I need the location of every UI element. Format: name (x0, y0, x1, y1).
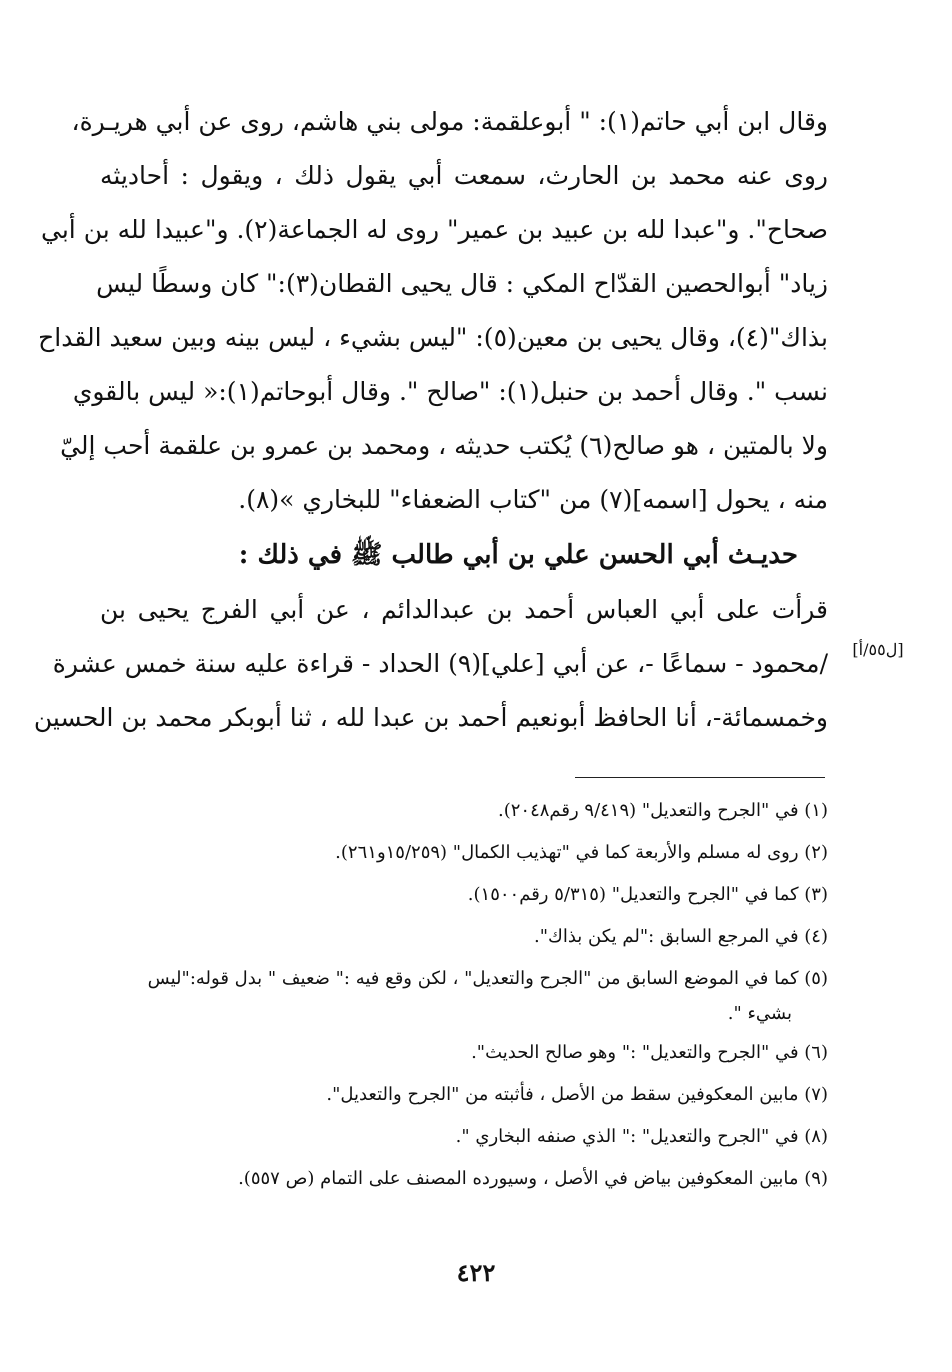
footnote-separator (575, 777, 825, 778)
footnote: (٨) في "الجرح والتعديل" :" الذي صنفه البخاري ". (455, 1126, 828, 1147)
page-number: ٤٢٢ (456, 1258, 496, 1287)
footnote-text: (٥) كما في الموضع السابق من "الجرح والتعديل" ، لكن وقع فيه :" ضعيف " بدل قوله:"ليس (147, 968, 828, 989)
body-line: وخمسمائة-، أنا الحافظ أبونعيم أحمد بن عبدا لله ، ثنا أبوبكر محمد بن الحسين (33, 703, 828, 732)
body-line: وقال ابن أبي حاتم(١): " أبوعلقمة: مولى بني هاشم، روى عن أبي هريـرة، (71, 107, 828, 136)
body-line: ولا بالمتين ، هو صالح(٦) يُكتب حديثه ، ومحمد بن عمرو بن علقمة أحب إليّ (60, 431, 828, 460)
main-text (33, 95, 828, 745)
body-line: منه ، يحول [اسمه](٧) من "كتاب الضعفاء" للبخاري »(٨). (238, 485, 828, 514)
manuscript-folio-note: [ل٥٥/أ] (852, 640, 904, 659)
body-line: نسب ". وقال أحمد بن حنبل(١): "صالح ". وقال أبوحاتم(١):« ليس بالقوي (72, 377, 828, 406)
section-heading: حديـث أبي الحسن علي بن أبي طالب ﷺ في ذلك : (238, 540, 798, 570)
footnotes (108, 792, 828, 1202)
body-line: /محمود - سماعًا -، عن أبي [علي](٩) الحداد - قراءة عليه سنة خمس عشرة (52, 649, 828, 678)
footnote: (٤) في المرجع السابق :"لم يكن بذاك". (534, 926, 828, 947)
footnote: (١) في "الجرح والتعديل" (٩/٤١٩ رقم٢٠٤٨). (497, 800, 828, 821)
footnote: (٢) روى له مسلم والأربعة كما في "تهذيب الكمال" (١٥/٢٥٩و٢٦١). (335, 842, 828, 863)
body-line: روى عنه محمد بن الحارث، سمعت أبي يقول ذلك ، ويقول : أحاديثه (100, 161, 828, 190)
footnote: (٩) مابين المعكوفين بياض في الأصل ، وسيورده المصنف على التمام (ص ٥٥٧). (238, 1168, 828, 1189)
body-line: زياد" أبوالحصين القدّاح المكي : قال يحيى القطان(٣):" كان وسطًا ليس (96, 269, 828, 298)
footnote-continuation: بشيء ". (727, 1003, 792, 1024)
footnote (108, 960, 828, 1030)
body-line: قرأت على أبي العباس أحمد بن عبدالدائم ، عن أبي الفرج يحيى بن (100, 595, 828, 624)
body-line: صحاح". و"عبدا لله بن عبيد بن عمير" روى له الجماعة(٢). و"عبيدا لله بن أبي (41, 215, 828, 244)
footnote: (٦) في "الجرح والتعديل" :" وهو صالح الحديث". (471, 1042, 828, 1063)
footnote: (٧) مابين المعكوفين سقط من الأصل ، فأثبته من "الجرح والتعديل". (326, 1084, 828, 1105)
body-line: بذاك"(٤)، وقال يحيى بن معين(٥): "ليس بشيء ، ليس بينه وبين سعيد القداح (38, 323, 828, 352)
footnote: (٣) كما في "الجرح والتعديل" (٥/٣١٥ رقم١٥٠٠). (467, 884, 828, 905)
